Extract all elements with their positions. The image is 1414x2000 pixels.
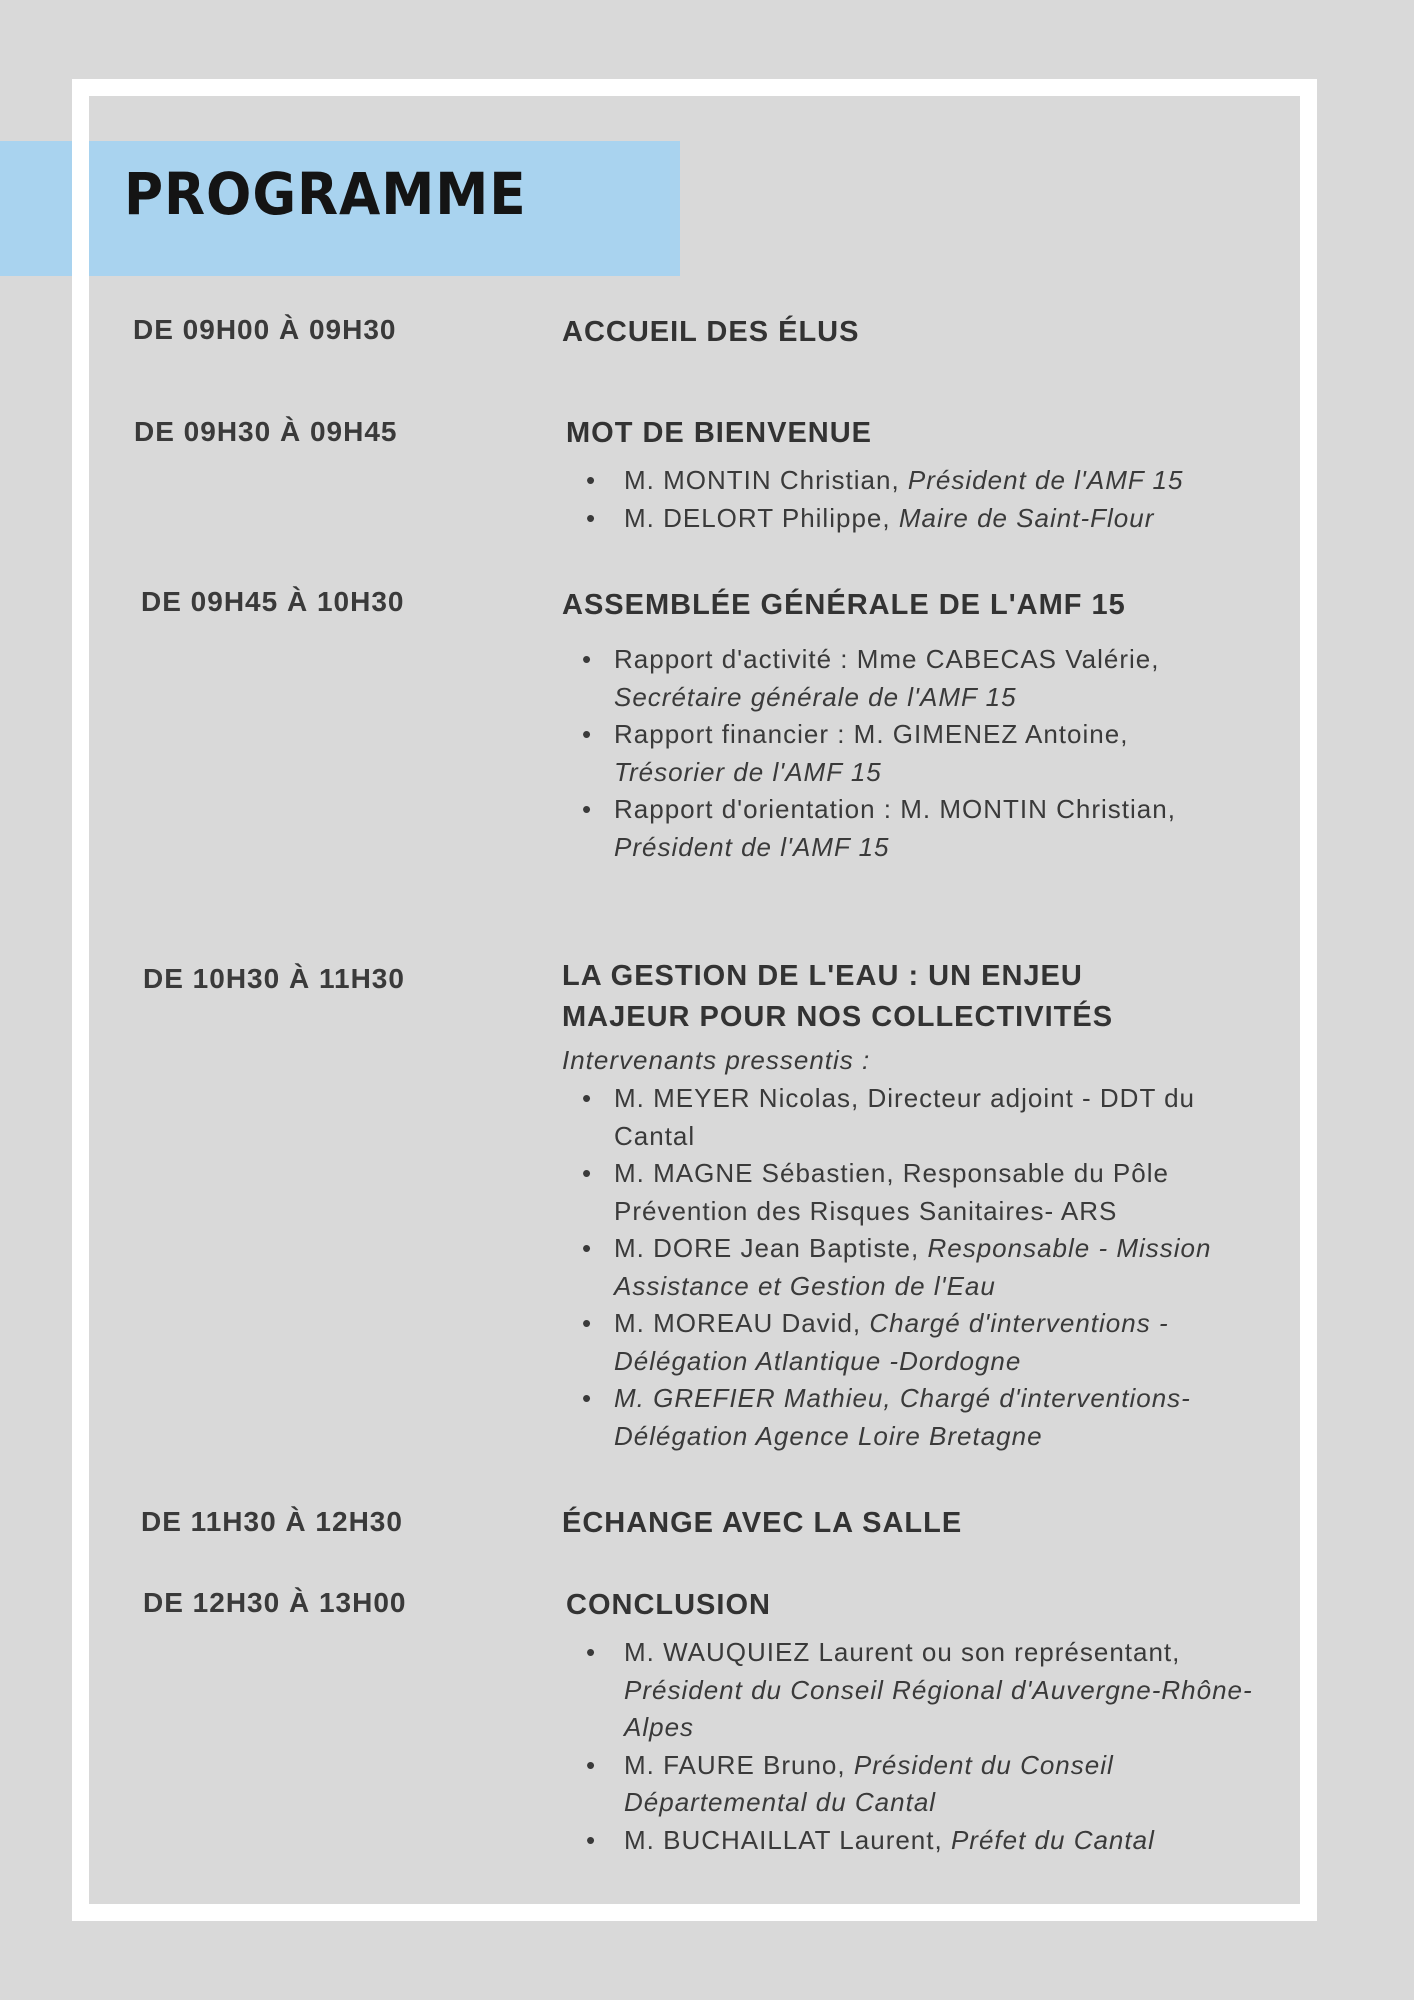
- slot-heading: MAJEUR POUR NOS COLLECTIVITÉS: [562, 1001, 1114, 1033]
- list-item: • M. MOREAU David, Chargé d'interventions - Délégation Atlantique -Dordogne: [562, 1305, 1242, 1380]
- slot-time: DE 09H00 À 09H30: [133, 314, 397, 345]
- list-item: • M. DORE Jean Baptiste, Responsable - Mission Assistance et Gestion de l'Eau: [562, 1230, 1242, 1305]
- page-title: PROGRAMME: [124, 160, 527, 228]
- slot-heading: ASSEMBLÉE GÉNÉRALE DE L'AMF 15: [562, 589, 1126, 621]
- list-item: • M. MONTIN Christian, Président de l'AMF 15: [566, 462, 1286, 500]
- list-item: • M. BUCHAILLAT Laurent, Préfet du Cantal: [566, 1822, 1266, 1860]
- list-item: • Rapport d'orientation : M. MONTIN Christian, Président de l'AMF 15: [562, 791, 1262, 866]
- slot-time: DE 09H45 À 10H30: [141, 586, 405, 617]
- list-item: • Rapport d'activité : Mme CABECAS Valérie, Secrétaire générale de l'AMF 15: [562, 641, 1262, 716]
- frame-edge: [72, 141, 89, 276]
- slot-heading: MOT DE BIENVENUE: [566, 417, 873, 449]
- list-item: • M. MAGNE Sébastien, Responsable du Pôle Prévention des Risques Sanitaires- ARS: [562, 1155, 1242, 1230]
- slot-heading: ACCUEIL DES ÉLUS: [562, 316, 860, 348]
- list-item: • M. MEYER Nicolas, Directeur adjoint - DDT du Cantal: [562, 1080, 1242, 1155]
- slot-heading: CONCLUSION: [566, 1589, 771, 1621]
- list-item: • M. FAURE Bruno, Président du Conseil Départemental du Cantal: [566, 1747, 1266, 1822]
- slot-time: DE 10H30 À 11H30: [143, 963, 405, 994]
- list-item: • M. WAUQUIEZ Laurent ou son représentant, Président du Conseil Régional d'Auvergne-Rhône-Alpes: [566, 1634, 1266, 1747]
- slot-time: DE 12H30 À 13H00: [143, 1587, 407, 1618]
- slot-heading: ÉCHANGE AVEC LA SALLE: [562, 1507, 963, 1539]
- speakers-note: Intervenants pressentis :: [562, 1045, 871, 1075]
- list-item: • M. DELORT Philippe, Maire de Saint-Flour: [566, 500, 1286, 538]
- list-item: • M. GREFIER Mathieu, Chargé d'interventions- Délégation Agence Loire Bretagne: [562, 1380, 1242, 1455]
- list-item: • Rapport financier : M. GIMENEZ Antoine, Trésorier de l'AMF 15: [562, 716, 1262, 791]
- slot-time: DE 11H30 À 12H30: [141, 1506, 403, 1537]
- slot-heading: LA GESTION DE L'EAU : UN ENJEU: [562, 960, 1083, 992]
- slot-time: DE 09H30 À 09H45: [134, 416, 398, 447]
